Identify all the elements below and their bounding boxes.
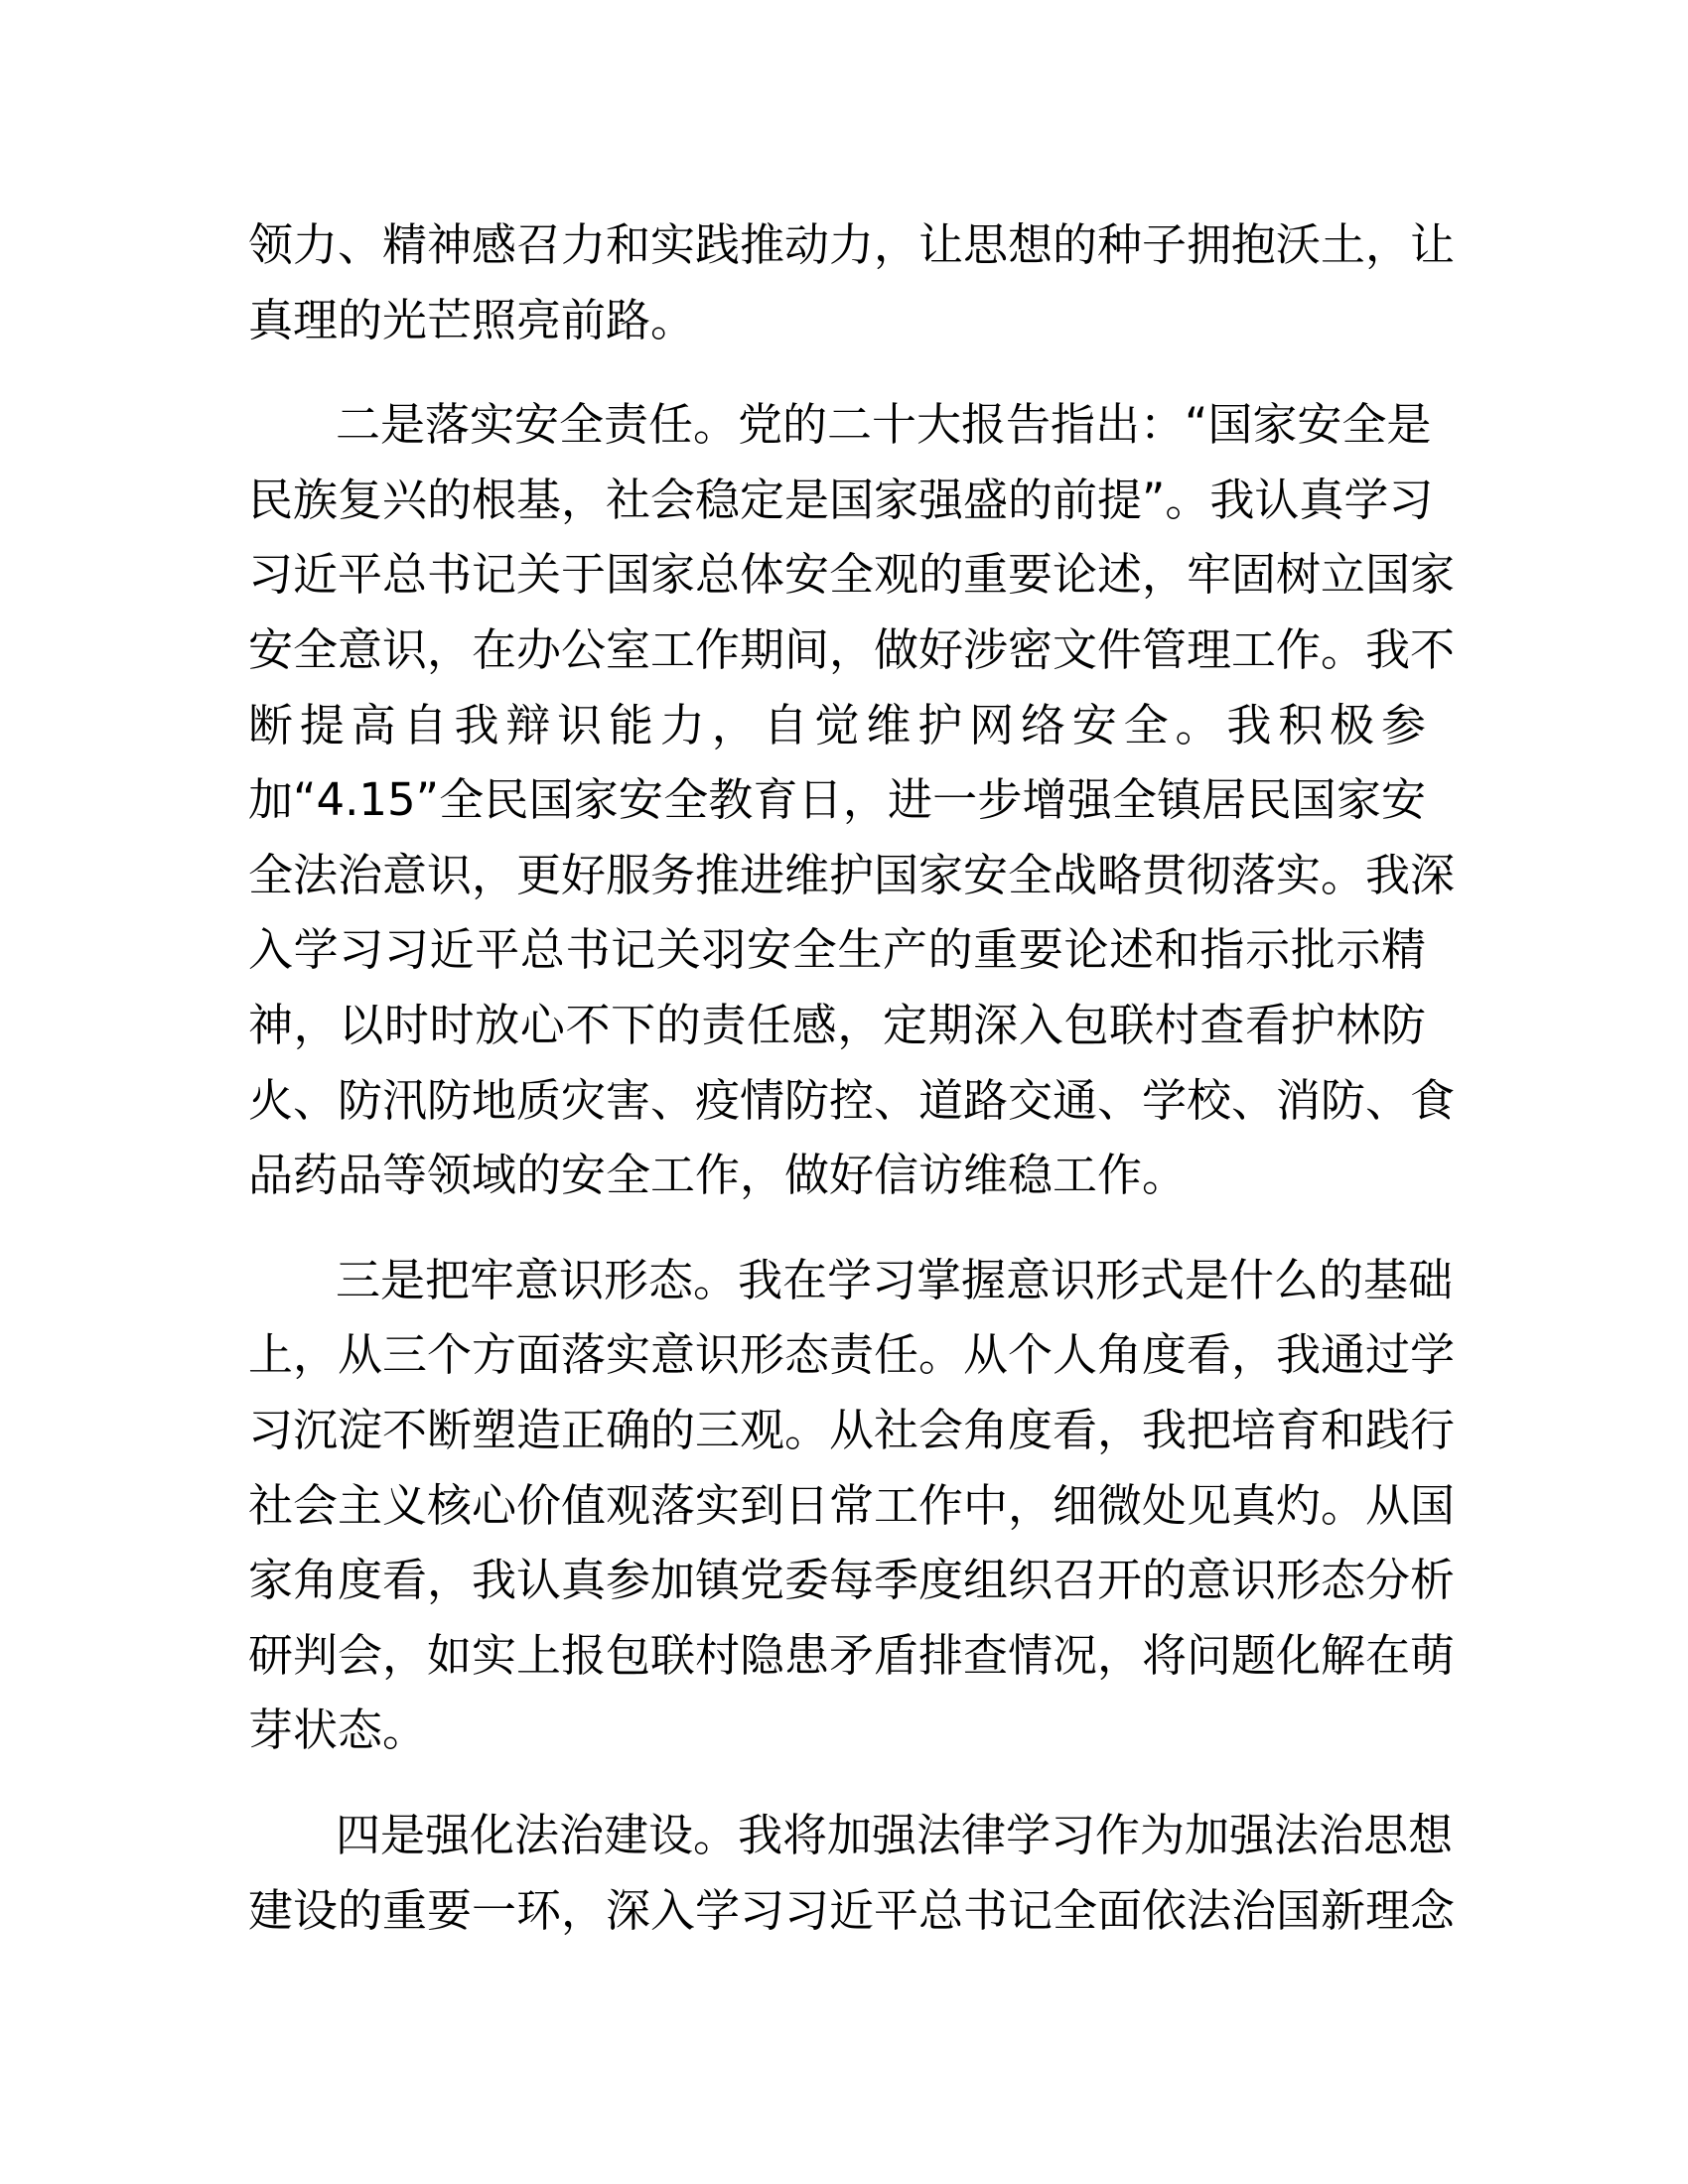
text-line: 领力、精神感召力和实践推动力，让思想的种子拥抱沃土，让 [248,218,1456,271]
text-line: 品药品等领域的安全工作，做好信访维稳工作。 [248,1149,1188,1202]
text-line: 民族复兴的根基，社会稳定是国家强盛的前提”。我认真学习 [248,473,1434,526]
text-line: 四是强化法治建设。我将加强法律学习作为加强法治思想 [336,1809,1454,1861]
text-line: 家角度看，我认真参加镇党委每季度组织召开的意识形态分析 [248,1554,1456,1607]
text-line: 习沉淀不断塑造正确的三观。从社会角度看，我把培育和践行 [248,1404,1456,1456]
text-line: 芽状态。 [248,1704,428,1757]
text-line: 真理的光芒照亮前路。 [248,293,696,346]
text-line: 火、防汛防地质灾害、疫情防控、道路交通、学校、消防、食 [248,1073,1456,1127]
text-line: 断提高自我辩识能力，自觉维护网络安全。我积极参 [248,698,1426,751]
text-line: 建设的重要一环，深入学习习近平总书记全面依法治国新理念 [248,1883,1456,1937]
text-line: 研判会，如实上报包联村隐患矛盾排查情况，将问题化解在萌 [248,1628,1456,1682]
text-line: 三是把牢意识形态。我在学习掌握意识形式是什么的基础 [336,1253,1454,1306]
text-line: 入学习习近平总书记关羽安全生产的重要论述和指示批示精 [248,923,1426,977]
text-line: 二是落实安全责任。党的二十大报告指出：“国家安全是 [336,398,1432,452]
text-line: 安全意识，在办公室工作期间，做好涉密文件管理工作。我不 [248,623,1456,676]
text-line: 习近平总书记关于国家总体安全观的重要论述，牢固树立国家 [248,548,1456,602]
text-line: 全法治意识，更好服务推进维护国家安全战略贯彻落实。我深 [248,848,1456,901]
text-line: 神，以时时放心不下的责任感，定期深入包联村查看护林防 [248,999,1426,1051]
text-line: 上，从三个方面落实意识形态责任。从个人角度看，我通过学 [248,1328,1456,1382]
text-line: 加“4.15”全民国家安全教育日，进一步增强全镇居民国家安 [248,773,1426,827]
text-line: 社会主义核心价值观落实到日常工作中，细微处见真灼。从国 [248,1478,1456,1532]
